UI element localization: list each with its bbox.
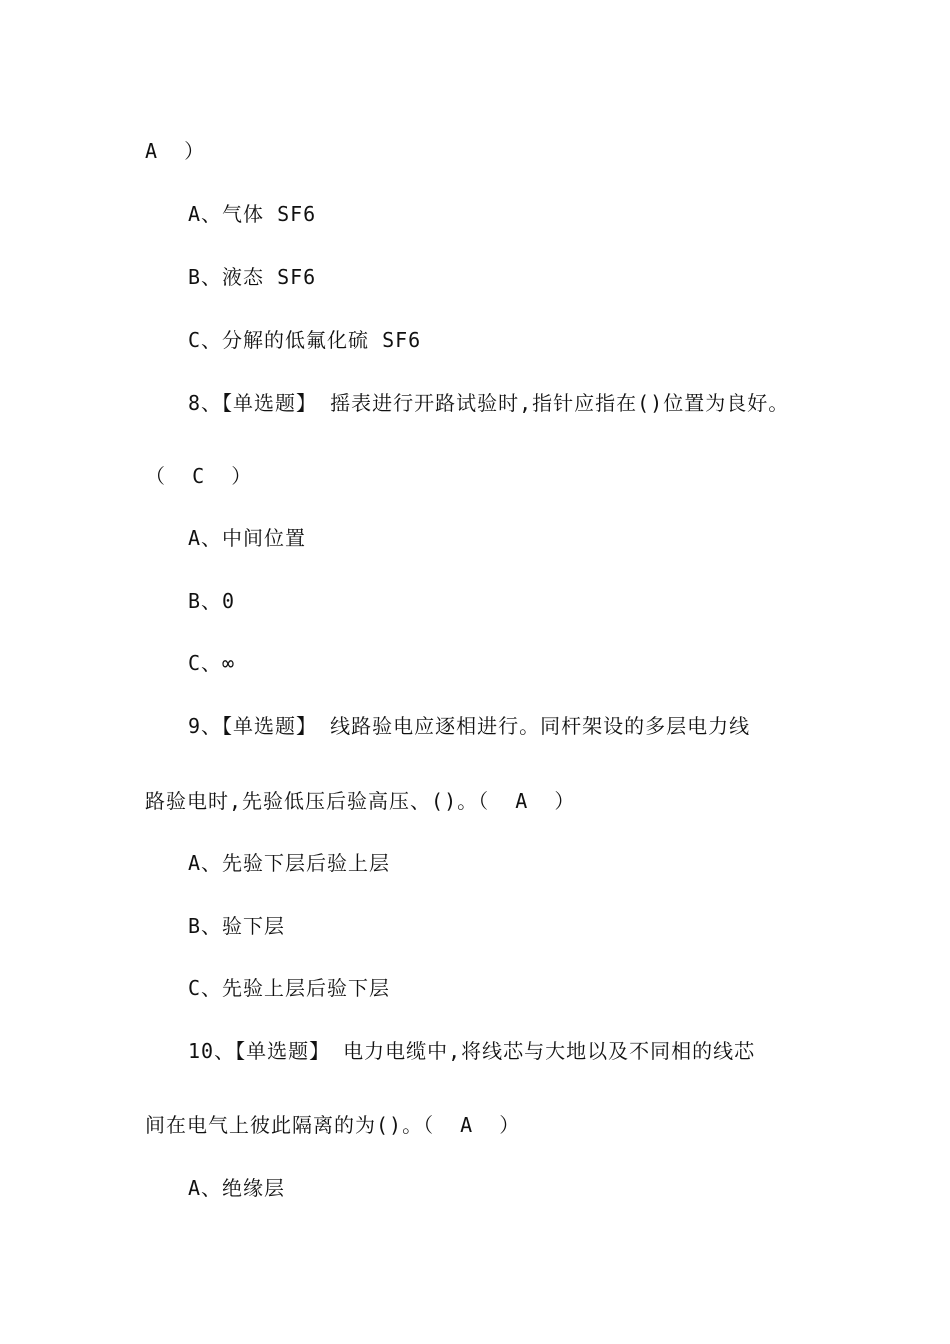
question-9: 9、【单选题】 线路验电应逐相进行。同杆架设的多层电力线 xyxy=(188,714,751,738)
question-10-cont: 间在电气上彼此隔离的为()。（ A ） xyxy=(145,1113,521,1137)
option-b: B、验下层 xyxy=(188,914,286,938)
option-c: C、分解的低氟化硫 SF6 xyxy=(188,328,422,352)
question-10: 10、【单选题】 电力电缆中,将线芯与大地以及不同相的线芯 xyxy=(188,1039,756,1063)
option-b: B、0 xyxy=(188,589,236,613)
question-9-cont: 路验电时,先验低压后验高压、()。（ A ） xyxy=(145,789,576,813)
option-c: C、先验上层后验下层 xyxy=(188,976,391,1000)
option-a: A、先验下层后验上层 xyxy=(188,851,391,875)
option-a: A、绝缘层 xyxy=(188,1176,286,1200)
option-a: A、气体 SF6 xyxy=(188,202,317,226)
option-b: B、液态 SF6 xyxy=(188,265,317,289)
answer-line: A ） xyxy=(145,139,206,163)
answer-8: （ C ） xyxy=(145,464,253,488)
question-8: 8、【单选题】 摇表进行开路试验时,指针应指在()位置为良好。 xyxy=(188,391,790,415)
option-a: A、中间位置 xyxy=(188,526,307,550)
option-c: C、∞ xyxy=(188,651,236,675)
